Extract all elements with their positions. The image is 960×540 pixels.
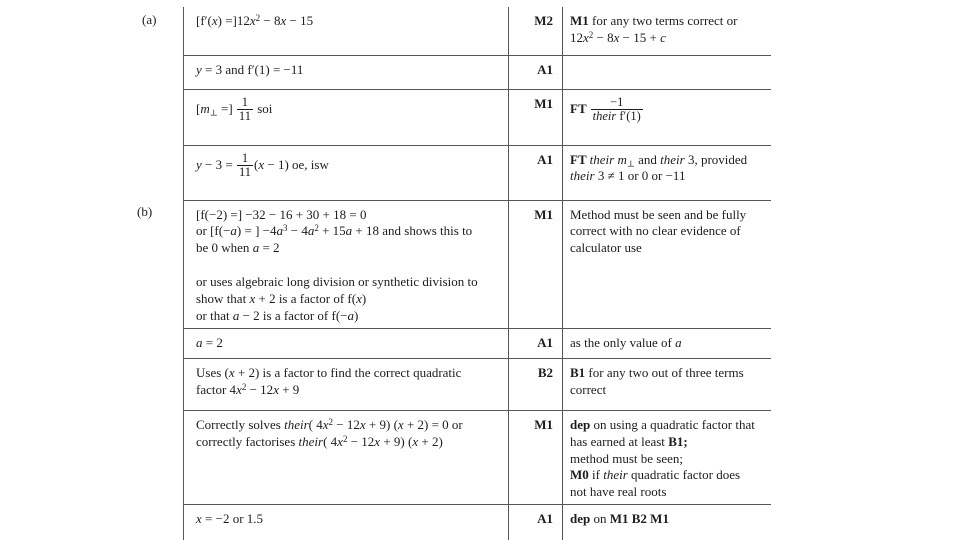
table-row (184, 55, 771, 89)
guidance-cell: B1 for any two out of three terms correct (563, 358, 771, 410)
mark-cell: A1 (509, 55, 563, 89)
table-row (184, 89, 771, 145)
answer-cell: x = −2 or 1.5 (184, 505, 509, 540)
guidance-cell (563, 55, 771, 89)
guidance-cell: as the only value of a (563, 328, 771, 358)
guidance-cell: FT their m⊥ and their 3, provided their 3 ≠ 1 or 0 or −11 (563, 145, 771, 200)
mark-cell: A1 (509, 328, 563, 358)
guidance-cell: dep on M1 B2 M1 (563, 505, 771, 540)
mark-cell: M1 (509, 410, 563, 504)
mark-cell: M1 (509, 89, 563, 145)
answer-cell: $[f'(x) =]12x^2 - 8x - 15$ (184, 7, 509, 55)
mark-cell: M2 (509, 7, 563, 55)
mark-cell: A1 (509, 505, 563, 540)
answer-cell: Uses (x + 2) is a factor to find the correct quadratic factor $4x^2 - 12x + 9$ (184, 358, 509, 410)
fraction: $\frac{-1}{\text{their f′(1)}}$ (592, 94, 641, 123)
mark-table (183, 7, 771, 540)
part-label-b: (b) (137, 204, 153, 219)
guidance-cell: dep on using a quadratic factor that has earned at least B1; method must be seen; M0 if their quadratic factor does not have real roots (563, 410, 771, 504)
answer-cell: a = 2 (184, 328, 509, 358)
mark-cell: A1 (509, 145, 563, 200)
table-row (184, 7, 771, 55)
answer-cell: y − 3 = $\frac{1}{11}$ (x − 1) oe, isw (184, 145, 509, 200)
answer-cell: y = 3 and f′(1) = −11 (184, 55, 509, 89)
table-row (184, 145, 771, 200)
table-row (184, 358, 771, 410)
mark-table-body (184, 7, 771, 540)
guidance-cell: Method must be seen and be fully correct with no clear evidence of calculator use (563, 200, 771, 328)
table-row (184, 328, 771, 358)
answer-cell: [f(−2) =] −32 − 16 + 30 + 18 = 0 or [f(−a) = ] $-4a^3 - 4a^2 + 15a + 18$ and shows this to be 0 when a = 2 or uses algebraic long division or synthetic division to show that x + 2 is a factor of f(x) or that a − 2 is a factor of f(−a) (184, 200, 509, 328)
mark-cell: M1 (509, 200, 563, 328)
table-row (184, 410, 771, 504)
fraction: $\frac{1}{11}$ (238, 150, 251, 179)
answer-cell: [m⊥ =] $\frac{1}{11}$ soi (184, 89, 509, 145)
fraction: $\frac{1}{11}$ (238, 94, 251, 123)
guidance-cell: M1 for any two terms correct or $12x^2 - 8x - 15 + c$ (563, 7, 771, 55)
table-row (184, 505, 771, 540)
part-label-a: (a) (142, 12, 157, 27)
mark-cell: B2 (509, 358, 563, 410)
table-row (184, 200, 771, 328)
guidance-cell: FT $\frac{-1}{\text{their f′(1)}}$ (563, 89, 771, 145)
answer-cell: Correctly solves their( $4x^2 - 12x + 9$) (x + 2) = 0 or correctly factorises their( $4x^2 - 12x + 9$) (x + 2) (184, 410, 509, 504)
